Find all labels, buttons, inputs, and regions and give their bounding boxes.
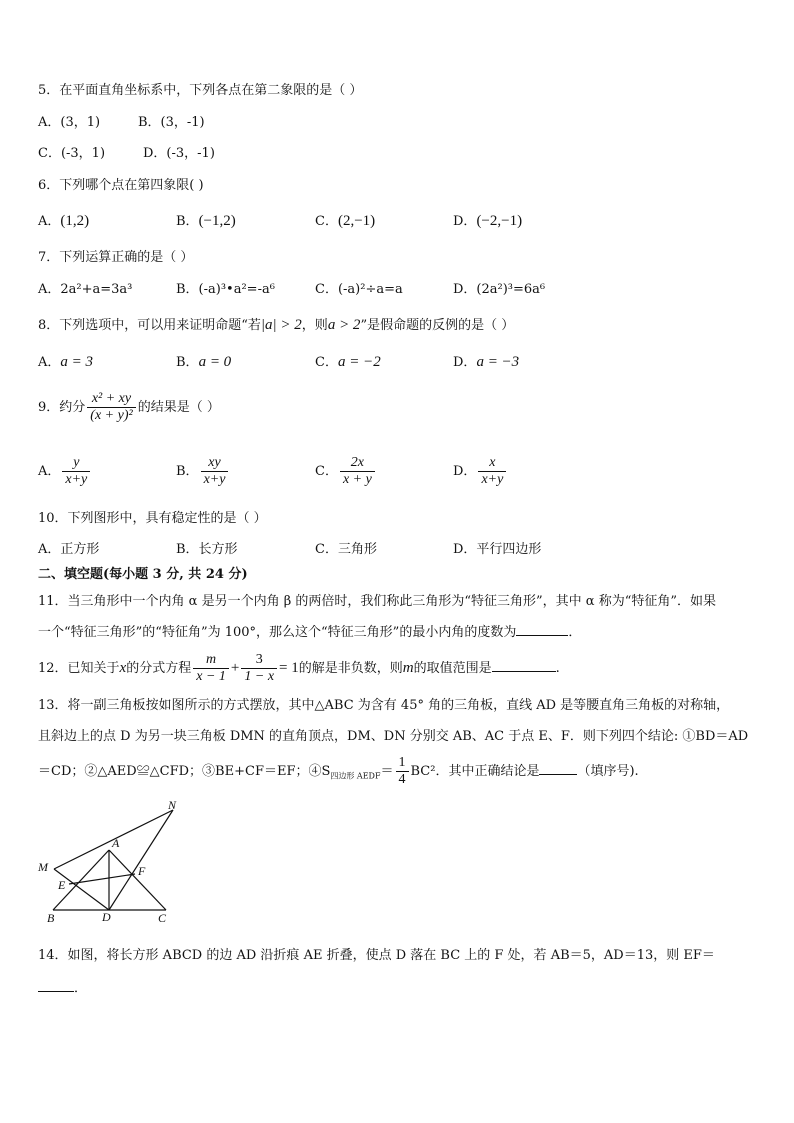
q11-line-2-text: 一个“特征三角形”的“特征角”为 100°，那么这个“特征三角形”的最小内角的度数为 (38, 625, 517, 640)
q10-option-a: A．正方形 (38, 542, 100, 557)
q9-option-b (176, 452, 230, 492)
q9-option-d-fraction (478, 455, 506, 488)
q9-option-c-denominator: x + y (342, 472, 372, 487)
q13-line-3-pre: ＝CD；②△AED≌△CFD；③BE+CF＝EF；④S (38, 764, 331, 779)
q9-option-b-fraction (201, 455, 229, 488)
q8-option-d-value: a = −3 (476, 354, 520, 370)
q9-option-a-numerator: y (62, 455, 90, 472)
q12-fraction-2-denominator: 1 − x (244, 669, 275, 684)
q8-stem-post: ”是假命题的反例的是（ ） (360, 318, 515, 333)
q13-area-subscript: 四边形 AEDF (330, 771, 381, 781)
q6-stem: 6．下列哪个点在第四象限( ) (38, 178, 204, 193)
q9-option-b-numerator: xy (201, 455, 229, 472)
q14-line-1: 14．如图，将长方形 ABCD 的边 AD 沿折痕 AE 折叠，使点 D 落在 BC 上的 F 处，若 AB＝5，AD＝13，则 EF＝ (38, 948, 715, 963)
q13-fraction-denominator: 4 (398, 772, 406, 787)
section-fill-in-blank-heading: 二、填空题(每小题 3 分, 共 24 分) (38, 567, 248, 582)
q9-stem-pre: 9．约分 (38, 400, 86, 415)
q6-option-a (38, 212, 89, 231)
q9-option-c-fraction (340, 455, 375, 488)
q10-stem: 10．下列图形中，具有稳定性的是（ ） (38, 511, 267, 526)
q11-line-1: 11．当三角形中一个内角 α 是另一个内角 β 的两倍时，我们称此三角形为“特征三角形”，其中 α 称为“特征角”．如果 (38, 594, 716, 609)
q9-stem-post: 的结果是（ ） (137, 400, 220, 415)
q9-stem (38, 388, 220, 428)
q9-option-b-label: B． (176, 464, 199, 479)
q6-option-c-label: C． (315, 214, 338, 229)
q5-stem: 5．在平面直角坐标系中，下列各点在第二象限的是（ ） (38, 83, 363, 98)
q9-option-c-numerator: 2x (340, 455, 375, 472)
q13-line-3-post: BC²．其中正确结论是 (410, 764, 540, 779)
q13-fraction-numerator: 1 (396, 755, 409, 772)
q9-fraction (87, 391, 135, 424)
q8-option-d-label: D． (453, 355, 477, 370)
figure-label-f: F (138, 864, 146, 878)
q8-option-a-value: a = 3 (60, 354, 94, 370)
q5-option-d: D．(-3，-1) (143, 146, 215, 161)
figure-label-c: C (158, 911, 167, 925)
q13-line-2: 且斜边上的点 D 为另一块三角板 DMN 的直角顶点，DM、DN 分别交 AB、AC 于点 E、F．则下列四个结论: ①BD＝AD (38, 729, 749, 744)
q14-answer-blank[interactable] (38, 979, 74, 992)
q9-option-a-label: A． (38, 464, 61, 479)
q11-line-2 (38, 623, 581, 642)
q7-option-b: B．(-a)³•a²=-a⁶ (176, 282, 275, 297)
q11-answer-blank[interactable] (516, 623, 568, 636)
figure-label-a: A (112, 836, 120, 850)
figure-label-e: E (58, 878, 66, 892)
q9-option-c (315, 452, 377, 492)
q6-option-c (315, 212, 375, 231)
q9-option-d-numerator: x (478, 455, 506, 472)
q12-end: . (555, 661, 560, 676)
q9-option-a-fraction (62, 455, 90, 488)
q13-quarter-fraction (396, 755, 409, 788)
q13-line-3 (38, 752, 639, 797)
q13-figure-labels (36, 798, 196, 928)
q11-line-2-end: ． (568, 625, 582, 640)
q8-option-b-value: a = 0 (198, 354, 232, 370)
q10-option-c: C．三角形 (315, 542, 377, 557)
q13-answer-blank[interactable] (539, 762, 577, 775)
q5-option-c: C．(-3，1) (38, 146, 106, 161)
q8-stem-pre: 8．下列选项中，可以用来证明命题“若 (38, 318, 261, 333)
figure-label-n: N (168, 798, 177, 812)
q6-option-a-value: (1,2) (60, 213, 90, 229)
q12-var-m: m (402, 660, 414, 676)
q9-option-d (453, 452, 508, 492)
q14-line-2-end: ． (74, 981, 88, 996)
q12-post-1: 的解是非负数，则 (298, 661, 403, 676)
q7-option-d: D．(2a²)³=6a⁶ (453, 282, 546, 297)
q5-option-b: B．(3，-1) (138, 115, 205, 130)
q8-option-b (176, 353, 231, 372)
q12-answer-blank[interactable] (492, 659, 556, 672)
q12-plus: + (230, 660, 240, 676)
q6-option-a-label: A． (38, 214, 61, 229)
q8-option-c (315, 353, 381, 372)
q8-option-a (38, 353, 93, 372)
q12-post-2: 的取值范围是 (413, 661, 492, 676)
q8-option-a-label: A． (38, 355, 61, 370)
q14-line-2 (38, 979, 87, 998)
q9-option-a-denominator: x+y (65, 472, 88, 487)
q9-option-b-denominator: x+y (203, 472, 226, 487)
q6-option-d (453, 212, 522, 231)
q9-option-d-denominator: x+y (481, 472, 504, 487)
q13-line-1: 13．将一副三角板按如图所示的方式摆放，其中△ABC 为含有 45° 角的三角板，直线 AD 是等腰直角三角板的对称轴， (38, 698, 730, 713)
q10-option-b: B．长方形 (176, 542, 238, 557)
q9-fraction-numerator: x² + xy (87, 391, 135, 408)
q8-stem (38, 316, 514, 335)
q7-option-c: C．(-a)²÷a=a (315, 282, 403, 297)
q6-option-d-label: D． (453, 214, 477, 229)
q12-fraction-1-numerator: m (193, 652, 229, 669)
q6-option-c-value: (2,−1) (337, 213, 376, 229)
q12-fraction-1-denominator: x − 1 (196, 669, 226, 684)
q5-option-a: A．(3，1) (38, 115, 101, 130)
q8-stem-mid: ，则 (301, 318, 328, 333)
q12-fraction-2 (241, 652, 277, 685)
q6-option-b-value: (−1,2) (198, 213, 236, 229)
q13-line-3-eq: ＝ (380, 764, 394, 779)
figure-label-b: B (47, 911, 55, 925)
q12-line (38, 648, 560, 689)
q9-fraction-denominator: (x + y)² (90, 408, 133, 423)
q9-option-c-label: C． (315, 464, 338, 479)
figure-label-d: D (102, 910, 111, 924)
q9-option-a (38, 452, 92, 492)
q12-fraction-1 (193, 652, 229, 685)
q7-stem: 7．下列运算正确的是（ ） (38, 250, 194, 265)
q12-var-x: x (119, 660, 127, 676)
q6-option-b (176, 212, 236, 231)
q6-option-b-label: B． (176, 214, 199, 229)
q10-option-d: D．平行四边形 (453, 542, 542, 557)
q7-option-a: A．2a²+a=3a³ (38, 282, 133, 297)
q8-option-c-value: a = −2 (337, 354, 381, 370)
q13-line-3-end: （填序号). (577, 764, 639, 779)
q8-option-c-label: C． (315, 355, 338, 370)
q12-pre: 12．已知关于 (38, 661, 120, 676)
q8-option-b-label: B． (176, 355, 199, 370)
figure-label-m: M (38, 860, 48, 874)
q8-condition-2: a > 2 (327, 317, 361, 333)
q8-condition-1: |a| > 2 (260, 317, 302, 333)
q9-option-d-label: D． (453, 464, 477, 479)
q8-option-d (453, 353, 519, 372)
q12-fraction-2-numerator: 3 (241, 652, 277, 669)
q12-mid: 的分式方程 (126, 661, 192, 676)
q6-option-d-value: (−2,−1) (476, 213, 523, 229)
q12-equals-one: = 1 (279, 660, 299, 676)
